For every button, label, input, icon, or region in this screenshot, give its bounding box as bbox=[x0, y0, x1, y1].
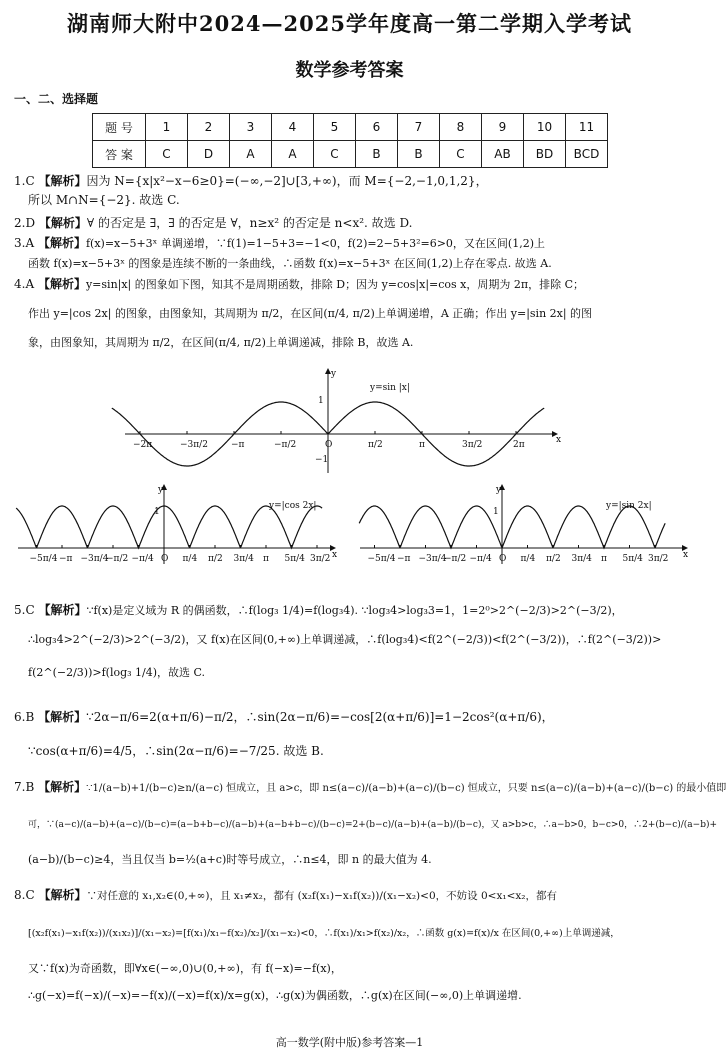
answer-cell: C bbox=[440, 141, 482, 168]
solution-line: ∵2α−π/6=2(α+π/6)−π/2，∴sin(2α−π/6)=−cos[2(α+π/6)]=1−2cos²(α+π/6)， bbox=[86, 710, 554, 724]
solution-item-5 bbox=[14, 603, 689, 680]
answer-cell: D bbox=[188, 141, 230, 168]
answer-cell: BCD bbox=[566, 141, 608, 168]
x-tick-label: 3π/2 bbox=[310, 554, 331, 564]
x-tick-label: −π/4 bbox=[131, 554, 154, 564]
solution-line: ∵cos(α+π/6)=4/5，∴sin(2α−π/6)=−7/25. 故选 B. bbox=[28, 744, 324, 758]
table-header-label: 题 号 bbox=[93, 114, 146, 141]
question-number: 3 bbox=[230, 114, 272, 141]
x-tick-label: π bbox=[601, 554, 607, 564]
solution-line: ∴log₃4>2^(−2/3)>2^(−3/2)，又 f(x)在区间(0,+∞)上单调递减，∴f(log₃4)<f(2^(−2/3))<f(2^(−3/2))，∴f(2^(−3/2))> bbox=[28, 633, 662, 646]
x-tick-label: O bbox=[325, 440, 333, 450]
solution-line: ∵1/(a−b)+1/(b−c)≥n/(a−c) 恒成立，且 a>c，即 n≤(a−c)/(a−b)+(a−c)/(b−c) 恒成立，只要 n≤(a−c)/(a−b)+(a−c)/(b−c) 的最小值即 bbox=[86, 783, 726, 794]
solution-line: 象，由图象知，其周期为 π/2，在区间(π/4, π/2)上单调递减，排除 B，故选 A. bbox=[28, 336, 414, 349]
x-tick-label: O bbox=[161, 554, 169, 564]
x-tick-label: −5π/4 bbox=[29, 554, 58, 564]
solution-item-1 bbox=[14, 174, 689, 207]
answer-cell: C bbox=[314, 141, 356, 168]
analysis-tag: 【解析】 bbox=[38, 603, 87, 617]
item-number: 7.B bbox=[14, 780, 35, 794]
solution-line: 函数 f(x)=x−5+3ˣ 的图象是连续不断的一条曲线，∴函数 f(x)=x−5+3ˣ 在区间(1,2)上存在零点. 故选 A. bbox=[28, 257, 552, 270]
analysis-tag: 【解析】 bbox=[38, 888, 87, 902]
answer-cell: C bbox=[146, 141, 188, 168]
question-number: 1 bbox=[146, 114, 188, 141]
analysis-tag: 【解析】 bbox=[38, 710, 87, 724]
graph-label: y=|cos 2x| bbox=[269, 501, 317, 511]
graph-abs-cos-2x bbox=[14, 482, 339, 570]
table-answer-label: 答 案 bbox=[93, 141, 146, 168]
solution-item-7 bbox=[14, 780, 726, 867]
question-number: 7 bbox=[398, 114, 440, 141]
x-tick-label: 3π/4 bbox=[233, 554, 254, 564]
y-tick-label: 1 bbox=[154, 507, 160, 517]
question-number: 2 bbox=[188, 114, 230, 141]
solution-line: 因为 N={x|x²−x−6≥0}=(−∞,−2]∪[3,+∞)，而 M={−2,−1,0,1,2}， bbox=[86, 174, 488, 188]
analysis-tag: 【解析】 bbox=[37, 236, 86, 250]
x-tick-label: −π/2 bbox=[274, 440, 297, 450]
x-tick-label: −5π/4 bbox=[367, 554, 396, 564]
question-number: 10 bbox=[524, 114, 566, 141]
solution-line: (a−b)/(b−c)≥4，当且仅当 b=½(a+c)时等号成立，∴n≤4，即 n 的最大值为 4. bbox=[28, 853, 432, 866]
y-tick-label: 1 bbox=[493, 507, 499, 517]
x-tick-label: 3π/2 bbox=[648, 554, 669, 564]
answer-cell: B bbox=[398, 141, 440, 168]
item-number: 6.B bbox=[14, 710, 35, 724]
x-tick-label: −2π bbox=[133, 440, 153, 450]
solution-item-6 bbox=[14, 710, 689, 758]
item-number: 3.A bbox=[14, 236, 35, 250]
y-axis-label: y bbox=[331, 369, 337, 379]
question-number: 5 bbox=[314, 114, 356, 141]
item-number: 5.C bbox=[14, 603, 35, 617]
analysis-tag: 【解析】 bbox=[38, 780, 87, 794]
abs-sin-2x-curve bbox=[359, 506, 665, 548]
x-tick-label: −π/2 bbox=[444, 554, 467, 564]
solution-line: ∵f(x)是定义域为 R 的偶函数，∴f(log₃ 1/4)=f(log₃4). ∵log₃4>log₃3=1，1=2⁰>2^(−2/3)>2^(−3/2)， bbox=[86, 604, 623, 617]
answer-cell: BD bbox=[524, 141, 566, 168]
x-tick-label: 2π bbox=[513, 440, 525, 450]
solution-line: y=sin|x| 的图象如下图，知其不是周期函数，排除 D；因为 y=cos|x|=cos x，周期为 2π，排除 C； bbox=[85, 278, 585, 291]
x-tick-label: −3π/2 bbox=[180, 440, 208, 450]
x-tick-label: π/2 bbox=[368, 440, 383, 450]
x-tick-label: π/4 bbox=[520, 554, 536, 564]
page-subtitle: 数学参考答案 bbox=[295, 60, 404, 81]
solution-line: 可，∵(a−c)/(a−b)+(a−c)/(b−c)=(a−b+b−c)/(a−b)+(a−b+b−c)/(b−c)=2+(b−c)/(a−b)+(a−b)/(b−c)，又 a>b>c，∴a−b>0，b−c>0，∴2+(b−c)/(a−b)+ bbox=[28, 820, 718, 830]
solution-line: f(x)=x−5+3ˣ 单调递增，∵f(1)=1−5+3=−1<0，f(2)=2−5+3²=6>0，又在区间(1,2)上 bbox=[85, 237, 545, 250]
answer-cell: AB bbox=[482, 141, 524, 168]
solution-item-8 bbox=[14, 888, 689, 1003]
item-number: 1.C bbox=[14, 174, 35, 188]
answer-table-header-row bbox=[93, 114, 608, 141]
y-tick-label: 1 bbox=[318, 396, 324, 406]
item-number: 8.C bbox=[14, 888, 35, 902]
x-tick-label: −π/4 bbox=[469, 554, 492, 564]
graph-abs-sin-2x bbox=[356, 482, 691, 570]
x-tick-label: π/2 bbox=[208, 554, 223, 564]
x-axis-label: x bbox=[556, 435, 562, 445]
x-tick-label: 5π/4 bbox=[284, 554, 305, 564]
y-axis-label: y bbox=[496, 485, 502, 495]
graph-label: y=sin |x| bbox=[370, 383, 410, 393]
question-number: 9 bbox=[482, 114, 524, 141]
x-tick-label: −π bbox=[231, 440, 245, 450]
analysis-tag: 【解析】 bbox=[38, 216, 87, 230]
graph-label: y=|sin 2x| bbox=[606, 501, 652, 511]
x-axis-label: x bbox=[683, 550, 689, 560]
solution-line: [(x₂f(x₁)−x₁f(x₂))/(x₁x₂)]/(x₁−x₂)=[f(x₁)/x₁−f(x₂)/x₂]/(x₁−x₂)<0，∴f(x₁)/x₁>f(x₂)/x₂，∴函数 g(x)=f(x)/x 在区间(0,+∞)上单调递减， bbox=[28, 928, 620, 939]
question-number: 6 bbox=[356, 114, 398, 141]
x-tick-label: 5π/4 bbox=[622, 554, 643, 564]
section-heading: 一、二、选择题 bbox=[14, 92, 99, 106]
x-tick-label: π/4 bbox=[182, 554, 198, 564]
item-number: 2.D bbox=[14, 216, 36, 230]
y-tick-label: −1 bbox=[315, 455, 329, 465]
x-tick-label: −π bbox=[59, 554, 73, 564]
solution-item-2 bbox=[14, 216, 689, 230]
x-tick-label: −3π/4 bbox=[80, 554, 109, 564]
solution-line: 作出 y=|cos 2x| 的图象，由图象知，其周期为 π/2，在区间(π/4, π/2)上单调递增，A 正确；作出 y=|sin 2x| 的图 bbox=[28, 307, 593, 320]
x-axis-label: x bbox=[332, 550, 338, 560]
question-number: 4 bbox=[272, 114, 314, 141]
solution-line: f(2^(−2/3))>f(log₃ 1/4)，故选 C. bbox=[28, 666, 206, 679]
answer-table-answer-row bbox=[93, 141, 608, 168]
solution-item-3 bbox=[14, 236, 689, 271]
analysis-tag: 【解析】 bbox=[38, 174, 87, 188]
graph-sin-abs-x bbox=[120, 368, 560, 478]
x-tick-label: 3π/2 bbox=[462, 440, 483, 450]
page-title: 湖南师大附中2024—2025学年度高一第二学期入学考试 bbox=[67, 11, 632, 36]
x-tick-label: −3π/4 bbox=[418, 554, 447, 564]
solution-line: ∵对任意的 x₁,x₂∈(0,+∞)，且 x₁≠x₂，都有 (x₂f(x₁)−x₁f(x₂))/(x₁−x₂)<0，不妨设 0<x₁<x₂，都有 bbox=[86, 890, 557, 902]
analysis-tag: 【解析】 bbox=[37, 277, 86, 291]
page-footer: 高一数学(附中版)参考答案—1 bbox=[275, 1036, 424, 1049]
answer-cell: A bbox=[230, 141, 272, 168]
x-tick-label: π bbox=[263, 554, 269, 564]
x-tick-label: −π/2 bbox=[106, 554, 129, 564]
question-number: 11 bbox=[566, 114, 608, 141]
x-tick-label: π bbox=[419, 440, 425, 450]
solution-line: ∴g(−x)=f(−x)/(−x)=−f(x)/(−x)=f(x)/x=g(x)，∴g(x)为偶函数，∴g(x)在区间(−∞,0)上单调递增. bbox=[28, 989, 522, 1002]
x-tick-label: π/2 bbox=[546, 554, 561, 564]
solution-item-4 bbox=[14, 277, 689, 350]
y-axis-label: y bbox=[158, 485, 164, 495]
solution-line: 又∵f(x)为奇函数，即∀x∈(−∞,0)∪(0,+∞)，有 f(−x)=−f(x)， bbox=[28, 962, 342, 975]
x-tick-label: 3π/4 bbox=[571, 554, 592, 564]
question-number: 8 bbox=[440, 114, 482, 141]
answer-cell: B bbox=[356, 141, 398, 168]
solution-line: 所以 M∩N={−2}. 故选 C. bbox=[28, 193, 180, 207]
solution-line: ∀ 的否定是 ∃，∃ 的否定是 ∀，n≥x² 的否定是 n<x². 故选 D. bbox=[86, 216, 413, 230]
answer-table bbox=[92, 113, 608, 168]
item-number: 4.A bbox=[14, 277, 35, 291]
abs-cos-2x-curve bbox=[16, 506, 322, 548]
answer-cell: A bbox=[272, 141, 314, 168]
x-tick-label: −π bbox=[397, 554, 411, 564]
x-tick-label: O bbox=[499, 554, 507, 564]
